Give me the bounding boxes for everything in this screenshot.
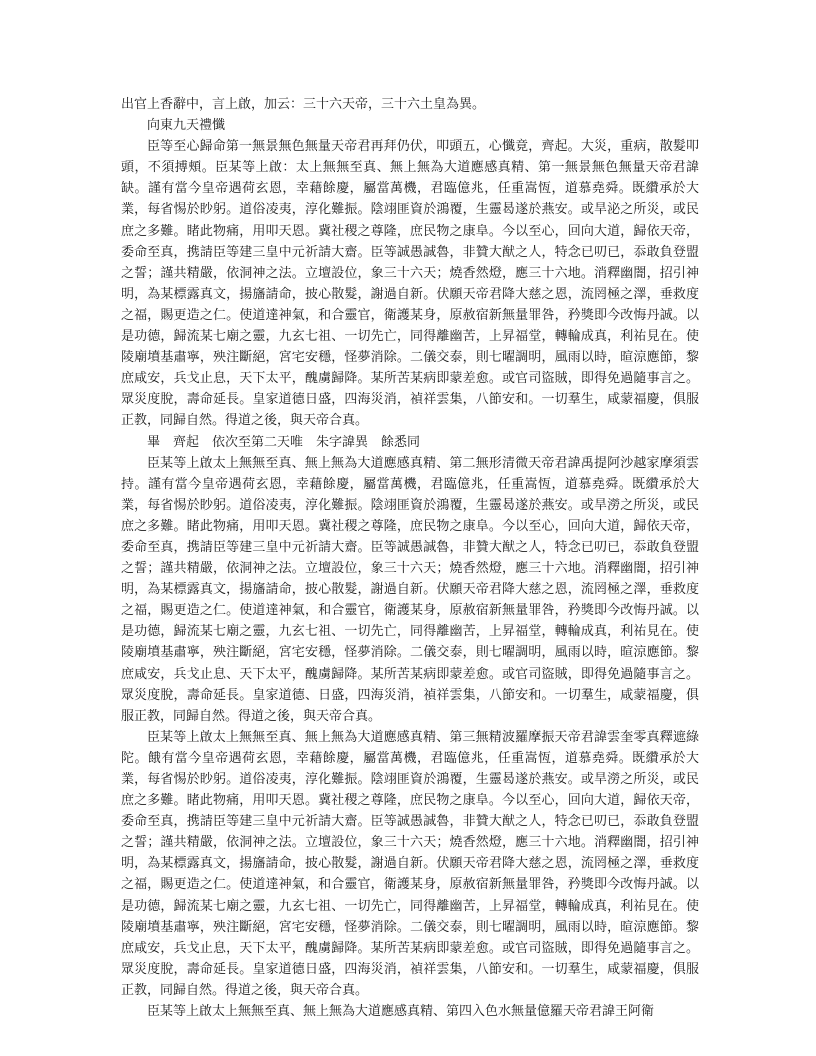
- prayer-paragraph: 臣等至心歸命第一無景無色無量天帝君再拜仍伏，叩頭五，心懺竟，齊起。大災，重病，散髮叩頭，不須搏頰。臣某等上啟：太上無無至真、無上無為大道應感真精、第一無景無色無量天帝君諱缺。謹有當今皇帝遇荷玄恩，幸藉餘慶，屬當萬機，君臨億兆，任重嵩恆，道慕堯舜。既纘承於大業，每省惕於眇躬。道俗凌夷，淳化難振。陰翊匪資於鴻覆，生靈曷遂於燕安。或旱泌之所災，或民庶之多難。睹此物痛，用叩天恩。冀社稷之尊隆，庶民物之康阜。今以至心，回向大道，歸依天帝，委命至真，携請臣等建三皇中元祈請大齋。臣等誠愚誠魯，非贊大猷之人，特念已叨已，忝敢負登盟之誓；謹共精嚴，依洞神之法。立壇設位，象三十六天；燒香然燈，應三十六地。消釋幽闇，招引神明，為某標露真文，揚旛請命，披心散髮，謝過自新。伏願天帝君降大慈之恩，流罔極之澤，垂救度之福，賜更造之仁。使道達神氣，和合靈官，衛護某身，原赦宿新無量罪咎，矜獎即今改悔丹誠。以是功德，歸流某七廟之靈，九玄七祖、一切先亡，同得離幽苦，上昇福堂，轉輪成真，利祐見在。使陵廟墳基肅寧，殃注斷絕，宮宅安穩，怪夢消除。二儀交泰，則七曜調明，風雨以時，暄涼應節，黎庶咸安，兵戈止息，天下太平，醜虜歸降。某所苦某病即蒙差愈。或官司盜賊，即得免過隨事言之。眾災度脫，壽命延長。皇家道德日盛，四海災消，禎祥雲集，八節安和。一切羣生，咸蒙福慶，俱服正教，同歸自然。得道之後，與天帝合真。: [121, 139, 699, 429]
- rubric-line: 畢 齊起 依次至第二天唯 朱字諱異 餘悉同: [147, 434, 421, 450]
- prayer-paragraph: 臣某等上啟太上無無至真、無上無為大道應感真精、第二無形清微天帝君諱禹提阿沙越家摩須雲持。謹有當今皇帝遇荷玄恩，幸藉餘慶，屬當萬機，君臨億兆，任重嵩恆，道慕堯舜。既纘承於大業，每省惕於眇躬。道俗凌夷，淳化難振。陰翊匪資於鴻覆，生靈曷遂於燕安。或旱澇之所災，或民庶之多難。睹此物痛，用叩天恩。冀社稷之尊隆，庶民物之康阜。今以至心，回向大道，歸依天帝，委命至真，携請臣等建三皇中元祈請大齋。臣等誠愚誠魯，非贊大猷之人，特念已叨已，忝敢負登盟之誓；謹共精嚴，依洞神之法。立壇設位，象三十六天；燒香然燈，應三十六地。消釋幽闇，招引神明，為某標露真文，揚旛請命，披心散髮，謝過自新。伏願天帝君降大慈之恩，流罔極之澤，垂救度之福，賜更造之仁。使道達神氣，和合靈官，衛護某身，原赦宿新無量罪咎，矜獎即今改悔丹誠。以是功德，歸流某七廟之靈，九玄七祖、一切先亡，同得離幽苦，上昇福堂，轉輪成真，利祐見在。使陵廟墳基肅寧，殃注斷絕，宮宅安穩，怪夢消除。二儀交泰，則七曜調明，風雨以時，暄涼應節。黎庶咸安，兵戈止息、天下太平，醜虜歸降。某所苦某病即蒙差愈。或官司盜賊，即得免過隨事言之。眾災度脫，壽命延長。皇家道德、日盛，四海災消，禎祥雲集，八節安和。一切羣生，咸蒙福慶，俱服正教，同歸自然。得道之後，與天帝合真。: [121, 455, 699, 724]
- body-text: [121, 94, 699, 1022]
- prayer-paragraph: 臣某等上啟太上無無至真、無上無為大道應感真精、第三無精波羅摩振天帝君諱雲奎零真釋遮綠陀。餓有當今皇帝遇荷玄恩，幸藉餘慶，屬當萬機，君臨億兆，任重嵩恆，道慕堯舜。既纘承於大業，每省惕於眇躬。道俗凌夷，淳化難振。陰翊匪資於鴻覆，生靈曷遂於燕安。或旱澇之所災，或民庶之多難。睹此物痛，用叩天恩。冀社稷之尊隆，庶民物之康阜。今以至心，回向大道，歸依天帝，委命至真，携請臣等建三皇中元祈請大齋。臣等誠愚誠魯，非贊大猷之人，特念已叨已，忝敢負登盟之誓；謹共精嚴，依洞神之法。立壇設位，象三十六天；燒香然燈，應三十六地。消釋幽闇，招引神明，為某標露真文，揚旛請命，披心散髮，謝過自新。伏願天帝君降大慈之恩，流罔極之澤，垂救度之福，賜更造之仁。使道達神氣，和合靈官，衛護某身，原赦宿新無量罪咎，矜獎即今改悔丹誠。以是功德，歸流某七廟之靈，九玄七祖、一切先亡，同得離幽苦，上昇福堂，轉輪成真，利祐見在。使陵廟墳基肅寧，殃注斷絕，宮宅安穩，怪夢消除。二儀交泰，則七曜調明，風雨以時，暄涼應節。黎庶咸安，兵戈止息，天下太平，醜虜歸降。某所苦某病即蒙差愈。或官司盜賊，即得免過隨事言之。眾災度脫，壽命延長。皇家道德日盛，四海災消，禎祥雲集，八節安和。一切羣生，咸蒙福慶，俱服正教，同歸自然。得道之後，與天帝合真。: [121, 729, 699, 998]
- prayer-paragraph: 臣某等上啟太上無無至真、無上無為大道應感真精、第四入色水無量億羅天帝君諱王阿衛: [147, 1004, 655, 1020]
- intro-line: 出官上香辭中，言上啟，加云：三十六天帝，三十六土皇為異。: [121, 97, 486, 112]
- section-heading: 向東九天禮懺: [147, 118, 226, 134]
